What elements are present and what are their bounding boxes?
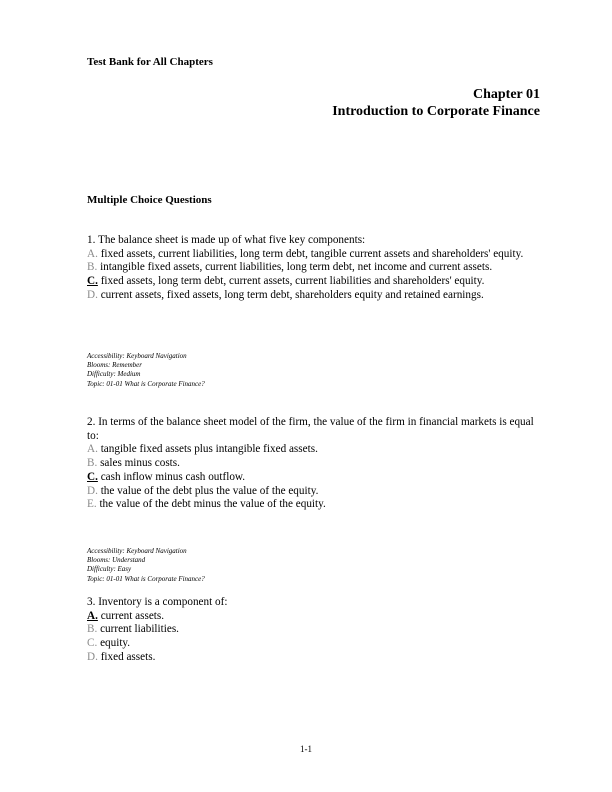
option-text: the value of the debt plus the value of the equity. xyxy=(97,484,319,497)
option-text: fixed assets, long term debt, current assets, current liabilities and shareholders' equity. xyxy=(97,275,485,288)
option-a xyxy=(87,610,542,624)
question-2-metadata xyxy=(87,547,205,584)
meta-difficulty: Difficulty: Medium xyxy=(87,370,141,379)
question-1 xyxy=(87,234,542,303)
option-b xyxy=(87,623,542,637)
meta-topic: Topic: 01-01 What is Corporate Finance? xyxy=(87,379,205,388)
question-2 xyxy=(87,416,542,512)
option-c xyxy=(87,637,542,651)
option-letter-correct: C. xyxy=(87,470,98,483)
question-stem: 1. The balance sheet is made up of what five key components: xyxy=(87,234,366,246)
option-letter: D. xyxy=(87,650,98,663)
meta-blooms: Blooms: Understand xyxy=(87,556,146,565)
question-stem: 2. In terms of the balance sheet model of the firm, the value of the firm in financial markets is equal to: xyxy=(87,416,534,442)
option-a xyxy=(87,443,542,457)
chapter-title: Introduction to Corporate Finance xyxy=(332,104,540,119)
option-letter: D. xyxy=(87,288,98,301)
section-title: Multiple Choice Questions xyxy=(87,194,212,206)
meta-topic: Topic: 01-01 What is Corporate Finance? xyxy=(87,574,205,583)
option-text: intangible fixed assets, current liabilities, long term debt, net income and current assets. xyxy=(97,261,493,274)
option-letter-correct: A. xyxy=(87,609,98,622)
test-bank-title: Test Bank for All Chapters xyxy=(87,56,213,68)
question-3 xyxy=(87,596,542,665)
option-letter-correct: C. xyxy=(87,275,98,288)
option-text: tangible fixed assets plus intangible fixed assets. xyxy=(97,443,318,456)
option-d xyxy=(87,289,542,303)
option-letter: D. xyxy=(87,484,98,497)
option-letter: E. xyxy=(87,498,97,511)
option-letter: C. xyxy=(87,637,98,650)
option-text: current liabilities. xyxy=(97,623,179,636)
option-d xyxy=(87,485,542,499)
chapter-heading xyxy=(332,86,540,120)
page-number: 1-1 xyxy=(300,744,312,754)
option-text: current assets, fixed assets, long term debt, shareholders equity and retained earnings. xyxy=(97,288,484,301)
option-text: fixed assets. xyxy=(97,650,156,663)
option-letter: A. xyxy=(87,247,98,260)
option-e xyxy=(87,498,542,512)
question-1-metadata xyxy=(87,352,205,389)
chapter-number: Chapter 01 xyxy=(472,87,540,102)
option-text: sales minus costs. xyxy=(97,457,180,470)
option-letter: B. xyxy=(87,623,98,636)
option-text: the value of the debt minus the value of the equity. xyxy=(96,498,326,511)
option-text: equity. xyxy=(97,637,131,650)
option-text: fixed assets, current liabilities, long term debt, tangible current assets and shareholders' equity. xyxy=(97,247,524,260)
meta-accessibility: Accessibility: Keyboard Navigation xyxy=(87,547,187,555)
option-text: cash inflow minus cash outflow. xyxy=(97,470,246,483)
option-d xyxy=(87,651,542,665)
option-b xyxy=(87,261,542,275)
meta-accessibility: Accessibility: Keyboard Navigation xyxy=(87,352,187,360)
option-b xyxy=(87,457,542,471)
option-letter: B. xyxy=(87,457,98,470)
question-stem: 3. Inventory is a component of: xyxy=(87,596,228,608)
option-text: current assets. xyxy=(97,609,165,622)
option-letter: A. xyxy=(87,443,98,456)
meta-blooms: Blooms: Remember xyxy=(87,361,143,370)
option-c xyxy=(87,275,542,289)
option-c xyxy=(87,471,542,485)
option-letter: B. xyxy=(87,261,98,274)
meta-difficulty: Difficulty: Easy xyxy=(87,565,132,574)
option-a xyxy=(87,248,542,262)
